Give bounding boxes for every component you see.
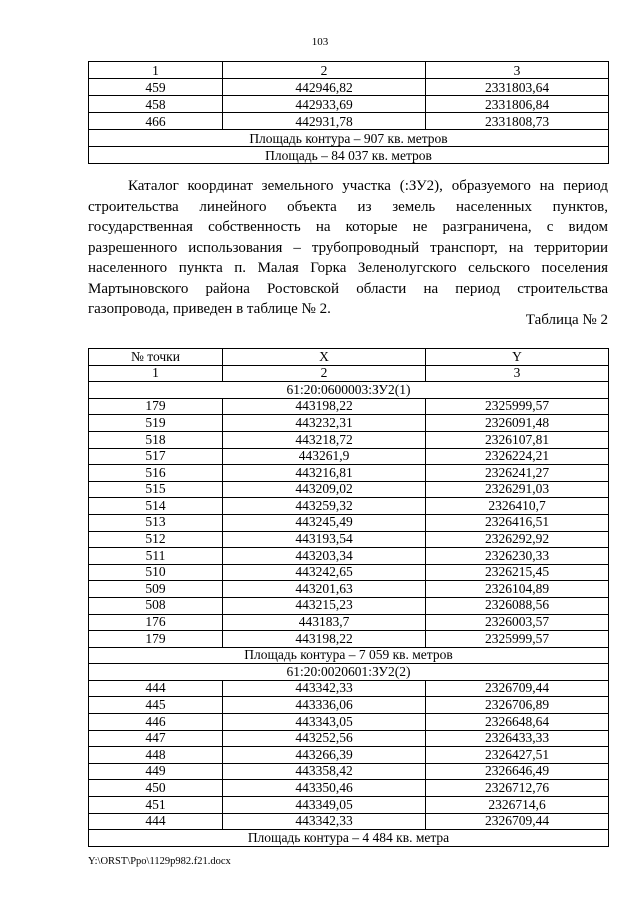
total-area-row [89, 147, 609, 164]
table-cell: Площадь контура – 7 059 кв. метров [89, 647, 609, 664]
table-row [89, 714, 609, 731]
table-cell: 2326410,7 [426, 498, 609, 515]
table-row [89, 680, 609, 697]
table-row [89, 631, 609, 648]
table-cell: Площадь контура – 4 484 кв. метра [89, 830, 609, 847]
table-cell: 442933,69 [223, 96, 426, 113]
table-row [89, 730, 609, 747]
table-cell: 443252,56 [223, 730, 426, 747]
section-title-row [89, 664, 609, 681]
table-cell: 443261,9 [223, 448, 426, 465]
table-cell: 443232,31 [223, 415, 426, 432]
table-cell: 2326224,21 [426, 448, 609, 465]
table-cell: 443349,05 [223, 797, 426, 814]
footer-file-path: Y:\ORST\Ppo\1129p982.f21.docx [88, 856, 231, 867]
table-cell: Y [426, 349, 609, 366]
table-row [89, 614, 609, 631]
table-cell: 509 [89, 581, 223, 598]
contour-area-row [89, 130, 609, 147]
table-row [89, 780, 609, 797]
table-cell: 513 [89, 514, 223, 531]
catalog-paragraph: Каталог координат земельного участка (:ЗУ2), образуемого на период строительства линейного объекта из земель населенных пунктов, государственная собственность на которые не разграничена, с видом разрешенного использования – трубопроводный транспорт, на территории населенного пункта п. Малая Горка Зеленолугского сельского поселения Мартыновского района Ростовской области на период строительства газопровода, приведен в таблице № 2. [88, 178, 608, 317]
table-row [89, 465, 609, 482]
table-cell: 2326427,51 [426, 747, 609, 764]
table-cell: 3 [426, 365, 609, 382]
table-cell: 2326714,6 [426, 797, 609, 814]
table-cell: 1 [89, 62, 223, 79]
table-row [89, 531, 609, 548]
table-cell: 2331803,64 [426, 79, 609, 96]
table-row [89, 797, 609, 814]
table-cell: 2326416,51 [426, 514, 609, 531]
table-cell: 179 [89, 398, 223, 415]
table-cell: 2326712,76 [426, 780, 609, 797]
table-row [89, 96, 609, 113]
table-cell: 443193,54 [223, 531, 426, 548]
table-cell: 2331806,84 [426, 96, 609, 113]
table-cell: 2326648,64 [426, 714, 609, 731]
table1-body [89, 62, 609, 164]
column-number-row [89, 365, 609, 382]
table-cell: № точки [89, 349, 223, 366]
table-cell: 443215,23 [223, 597, 426, 614]
table-cell: 449 [89, 763, 223, 780]
table-cell: 179 [89, 631, 223, 648]
table-cell: 2325999,57 [426, 398, 609, 415]
table-row [89, 763, 609, 780]
table-cell: 443336,06 [223, 697, 426, 714]
table-cell: 2326230,33 [426, 548, 609, 565]
table2-caption: Таблица № 2 [525, 312, 608, 328]
table-cell: 446 [89, 714, 223, 731]
table-cell: 443242,65 [223, 564, 426, 581]
table-cell: 2326104,89 [426, 581, 609, 598]
table-row [89, 548, 609, 565]
table-cell: 2325999,57 [426, 631, 609, 648]
table-cell: 451 [89, 797, 223, 814]
table-cell: 2326291,03 [426, 481, 609, 498]
page-number: 103 [311, 36, 329, 48]
table-cell: 511 [89, 548, 223, 565]
table-cell: 518 [89, 431, 223, 448]
table-cell: 2326003,57 [426, 614, 609, 631]
table-row [89, 113, 609, 130]
table-cell: 442931,78 [223, 113, 426, 130]
table-cell: 443198,22 [223, 631, 426, 648]
table-cell: 61:20:0020601:ЗУ2(2) [89, 664, 609, 681]
table-row [89, 498, 609, 515]
table-row [89, 415, 609, 432]
table-cell: 443216,81 [223, 465, 426, 482]
table-cell: 519 [89, 415, 223, 432]
table-cell: 2326706,89 [426, 697, 609, 714]
table-cell: 2326292,92 [426, 531, 609, 548]
table-cell: 447 [89, 730, 223, 747]
table-cell: 445 [89, 697, 223, 714]
table-cell: 1 [89, 365, 223, 382]
table-row [89, 581, 609, 598]
table-row [89, 481, 609, 498]
table-cell: 512 [89, 531, 223, 548]
coordinates-table-continued [88, 61, 609, 164]
table2-body [89, 349, 609, 847]
table-cell: 61:20:0600003:ЗУ2(1) [89, 382, 609, 399]
coordinates-table-2 [88, 348, 609, 847]
section-title-row [89, 382, 609, 399]
table-cell: 466 [89, 113, 223, 130]
table-row [89, 597, 609, 614]
table-cell: 2326241,27 [426, 465, 609, 482]
table-row [89, 398, 609, 415]
table-row [89, 431, 609, 448]
table-header-row [89, 62, 609, 79]
table-cell: 508 [89, 597, 223, 614]
table-cell: 2326088,56 [426, 597, 609, 614]
table-cell: 515 [89, 481, 223, 498]
table-cell: 458 [89, 96, 223, 113]
table-cell: 516 [89, 465, 223, 482]
table-cell: 2326215,45 [426, 564, 609, 581]
table-row [89, 514, 609, 531]
table-cell: 442946,82 [223, 79, 426, 96]
table-cell: 2326709,44 [426, 813, 609, 830]
table-cell: 443201,63 [223, 581, 426, 598]
table-cell: 444 [89, 813, 223, 830]
table-cell: 517 [89, 448, 223, 465]
table-cell: 443203,34 [223, 548, 426, 565]
table-cell: 443342,33 [223, 680, 426, 697]
table-cell: 443343,05 [223, 714, 426, 731]
table-row [89, 448, 609, 465]
table-cell: 2326091,48 [426, 415, 609, 432]
table-cell: 443218,72 [223, 431, 426, 448]
table-cell: 443198,22 [223, 398, 426, 415]
table-cell: 2326433,33 [426, 730, 609, 747]
table-row [89, 747, 609, 764]
table-header-row [89, 349, 609, 366]
table-cell: 443266,39 [223, 747, 426, 764]
table-cell: 2 [223, 365, 426, 382]
table-cell: X [223, 349, 426, 366]
table-cell: 443350,46 [223, 780, 426, 797]
table-cell: 3 [426, 62, 609, 79]
table-row [89, 564, 609, 581]
table-cell: 2 [223, 62, 426, 79]
table-cell: 510 [89, 564, 223, 581]
table-cell: 443183,7 [223, 614, 426, 631]
table-cell: 2331808,73 [426, 113, 609, 130]
table-cell: 176 [89, 614, 223, 631]
table-cell: 514 [89, 498, 223, 515]
contour-area-row [89, 647, 609, 664]
table-row [89, 813, 609, 830]
table-cell: 443245,49 [223, 514, 426, 531]
table-cell: 459 [89, 79, 223, 96]
table-row [89, 697, 609, 714]
table-cell: 443358,42 [223, 763, 426, 780]
table-cell: 443342,33 [223, 813, 426, 830]
table-cell: Площадь – 84 037 кв. метров [89, 147, 609, 164]
table-cell: 443259,32 [223, 498, 426, 515]
table-cell: Площадь контура – 907 кв. метров [89, 130, 609, 147]
table-cell: 2326709,44 [426, 680, 609, 697]
table-cell: 448 [89, 747, 223, 764]
table-cell: 450 [89, 780, 223, 797]
table-row [89, 79, 609, 96]
table-cell: 443209,02 [223, 481, 426, 498]
table-cell: 2326646,49 [426, 763, 609, 780]
contour-area-row [89, 830, 609, 847]
table-cell: 444 [89, 680, 223, 697]
table-cell: 2326107,81 [426, 431, 609, 448]
